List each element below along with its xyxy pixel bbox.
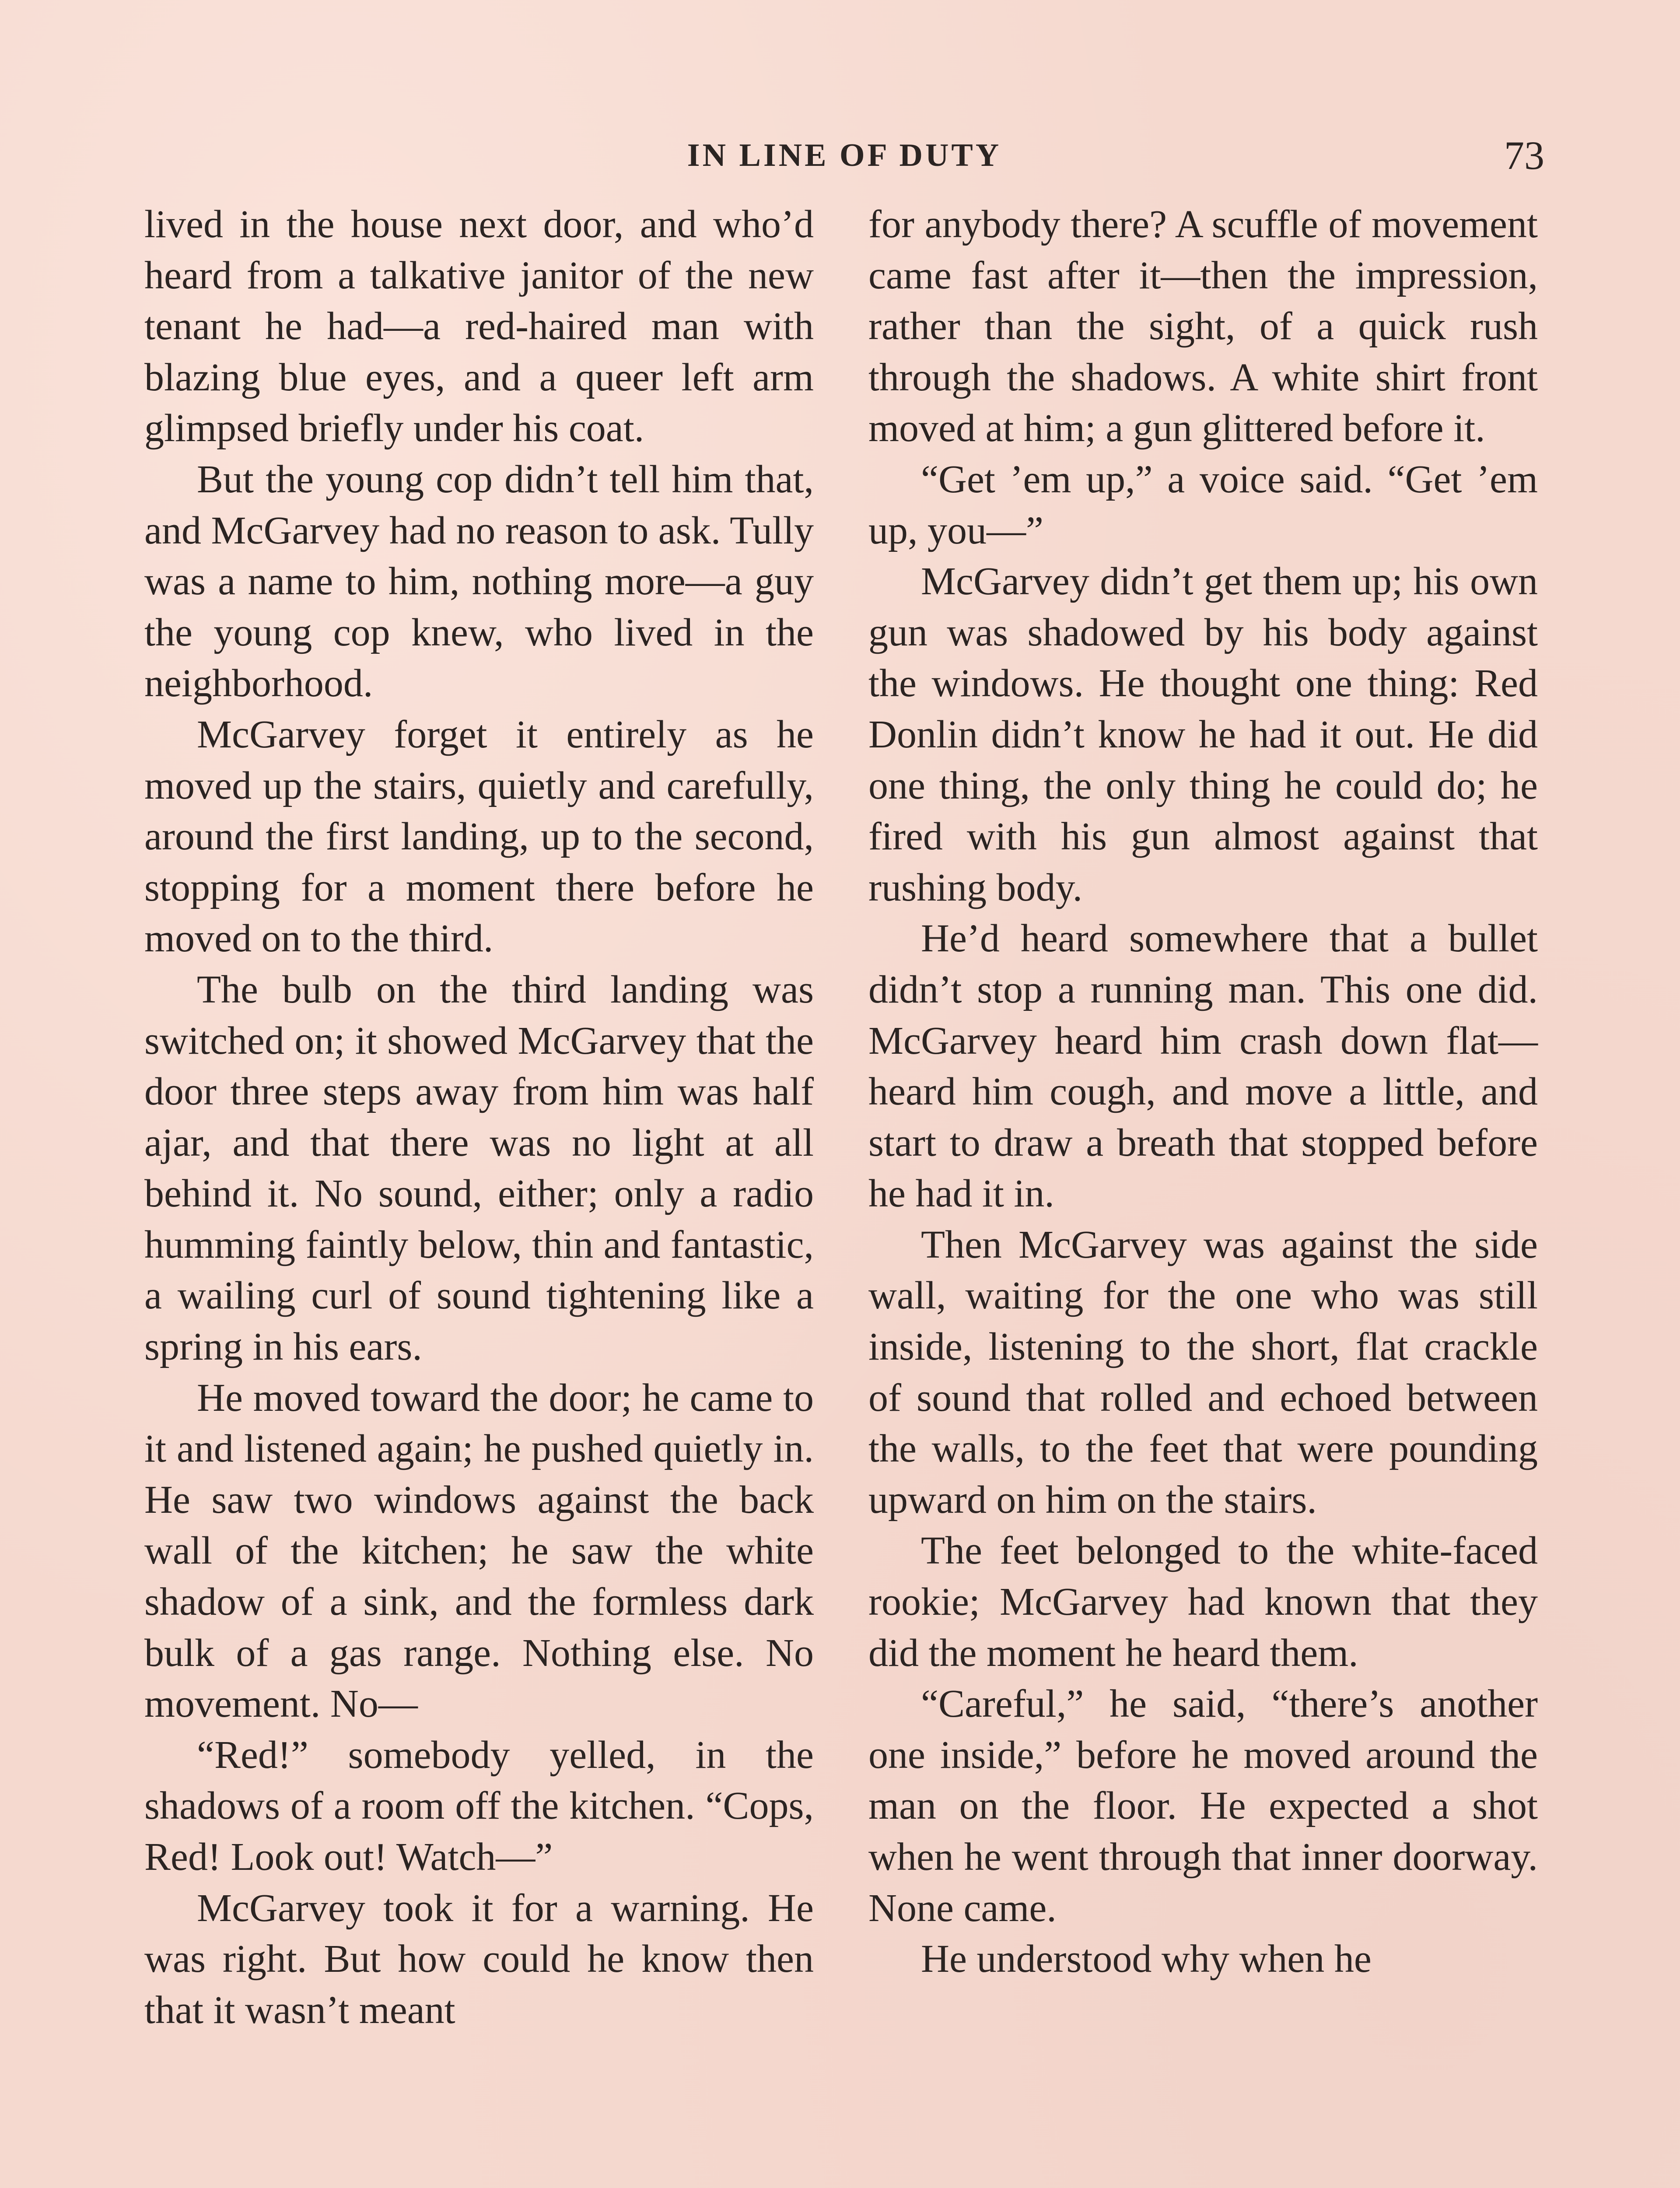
paragraph: He moved toward the door; he came to it and listened again; he pushed quietly in. He saw two windows against the back wall of the kitchen; he saw the white shadow of a sink, and the formless dark bulk of a gas range. Nothing else. No movement. No— [144, 1376, 814, 1726]
paragraph: He understood why when he [921, 1937, 1372, 1981]
left-column [144, 199, 814, 2036]
paragraph: “Get ’em up,” a voice said. “Get ’em up, you—” [868, 457, 1538, 552]
right-column [868, 199, 1538, 1985]
paragraph: McGarvey took it for a warning. He was right. But how could he know then that it wasn’t meant [144, 1886, 814, 2032]
paragraph: The bulb on the third landing was switched on; it showed McGarvey that the door three steps away from him was half ajar, and that there was no light at all behind it. No sound, either; only a radio humming faintly below, thin and fantastic, a wailing curl of sound tightening like a spring in his ears. [144, 968, 814, 1369]
paragraph: Then McGarvey was against the side wall, waiting for the one who was still inside, listening to the short, flat crackle of sound that rolled and echoed between the walls, to the feet that were pounding upward on him on the stairs. [868, 1223, 1538, 1522]
paragraph: for anybody there? A scuffle of movement came fast after it—then the impression, rather than the sight, of a quick rush through the shadows. A white shirt front moved at him; a gun glittered before it. [868, 203, 1538, 450]
paragraph: McGarvey didn’t get them up; his own gun was shadowed by his body against the windows. He thought one thing: Red Donlin didn’t know he had it out. He did one thing, the only thing he could do; he fired with his gun almost against that rushing body. [868, 560, 1538, 909]
paragraph: But the young cop didn’t tell him that, and McGarvey had no reason to ask. Tully was a name to him, nothing more—a guy the young cop knew, who lived in the neighborhood. [144, 457, 814, 705]
paragraph: The feet belonged to the white-faced rookie; McGarvey had known that they did the moment he heard them. [868, 1529, 1538, 1675]
page-number: 73 [1504, 133, 1544, 178]
running-title: IN LINE OF DUTY [687, 137, 1002, 173]
paragraph: lived in the house next door, and who’d heard from a talkative janitor of the new tenant he had—a red-haired man with blazing blue eyes, and a queer left arm glimpsed briefly under his coat. [144, 203, 814, 450]
paragraph: McGarvey forget it entirely as he moved up the stairs, quietly and carefully, around the first landing, up to the second, stopping for a moment there before he moved on to the third. [144, 712, 814, 961]
paragraph: “Careful,” he said, “there’s another one inside,” before he moved around the man on the floor. He expected a shot when he went through that inner doorway. None came. [868, 1682, 1538, 1930]
paragraph: He’d heard somewhere that a bullet didn’t stop a running man. This one did. McGarvey heard him crash down flat—heard him cough, and move a little, and start to draw a breath that stopped before he had it in. [868, 917, 1538, 1216]
paragraph: “Red!” somebody yelled, in the shadows of a room off the kitchen. “Cops, Red! Look out! Watch—” [144, 1733, 814, 1879]
page-header [144, 131, 1544, 179]
